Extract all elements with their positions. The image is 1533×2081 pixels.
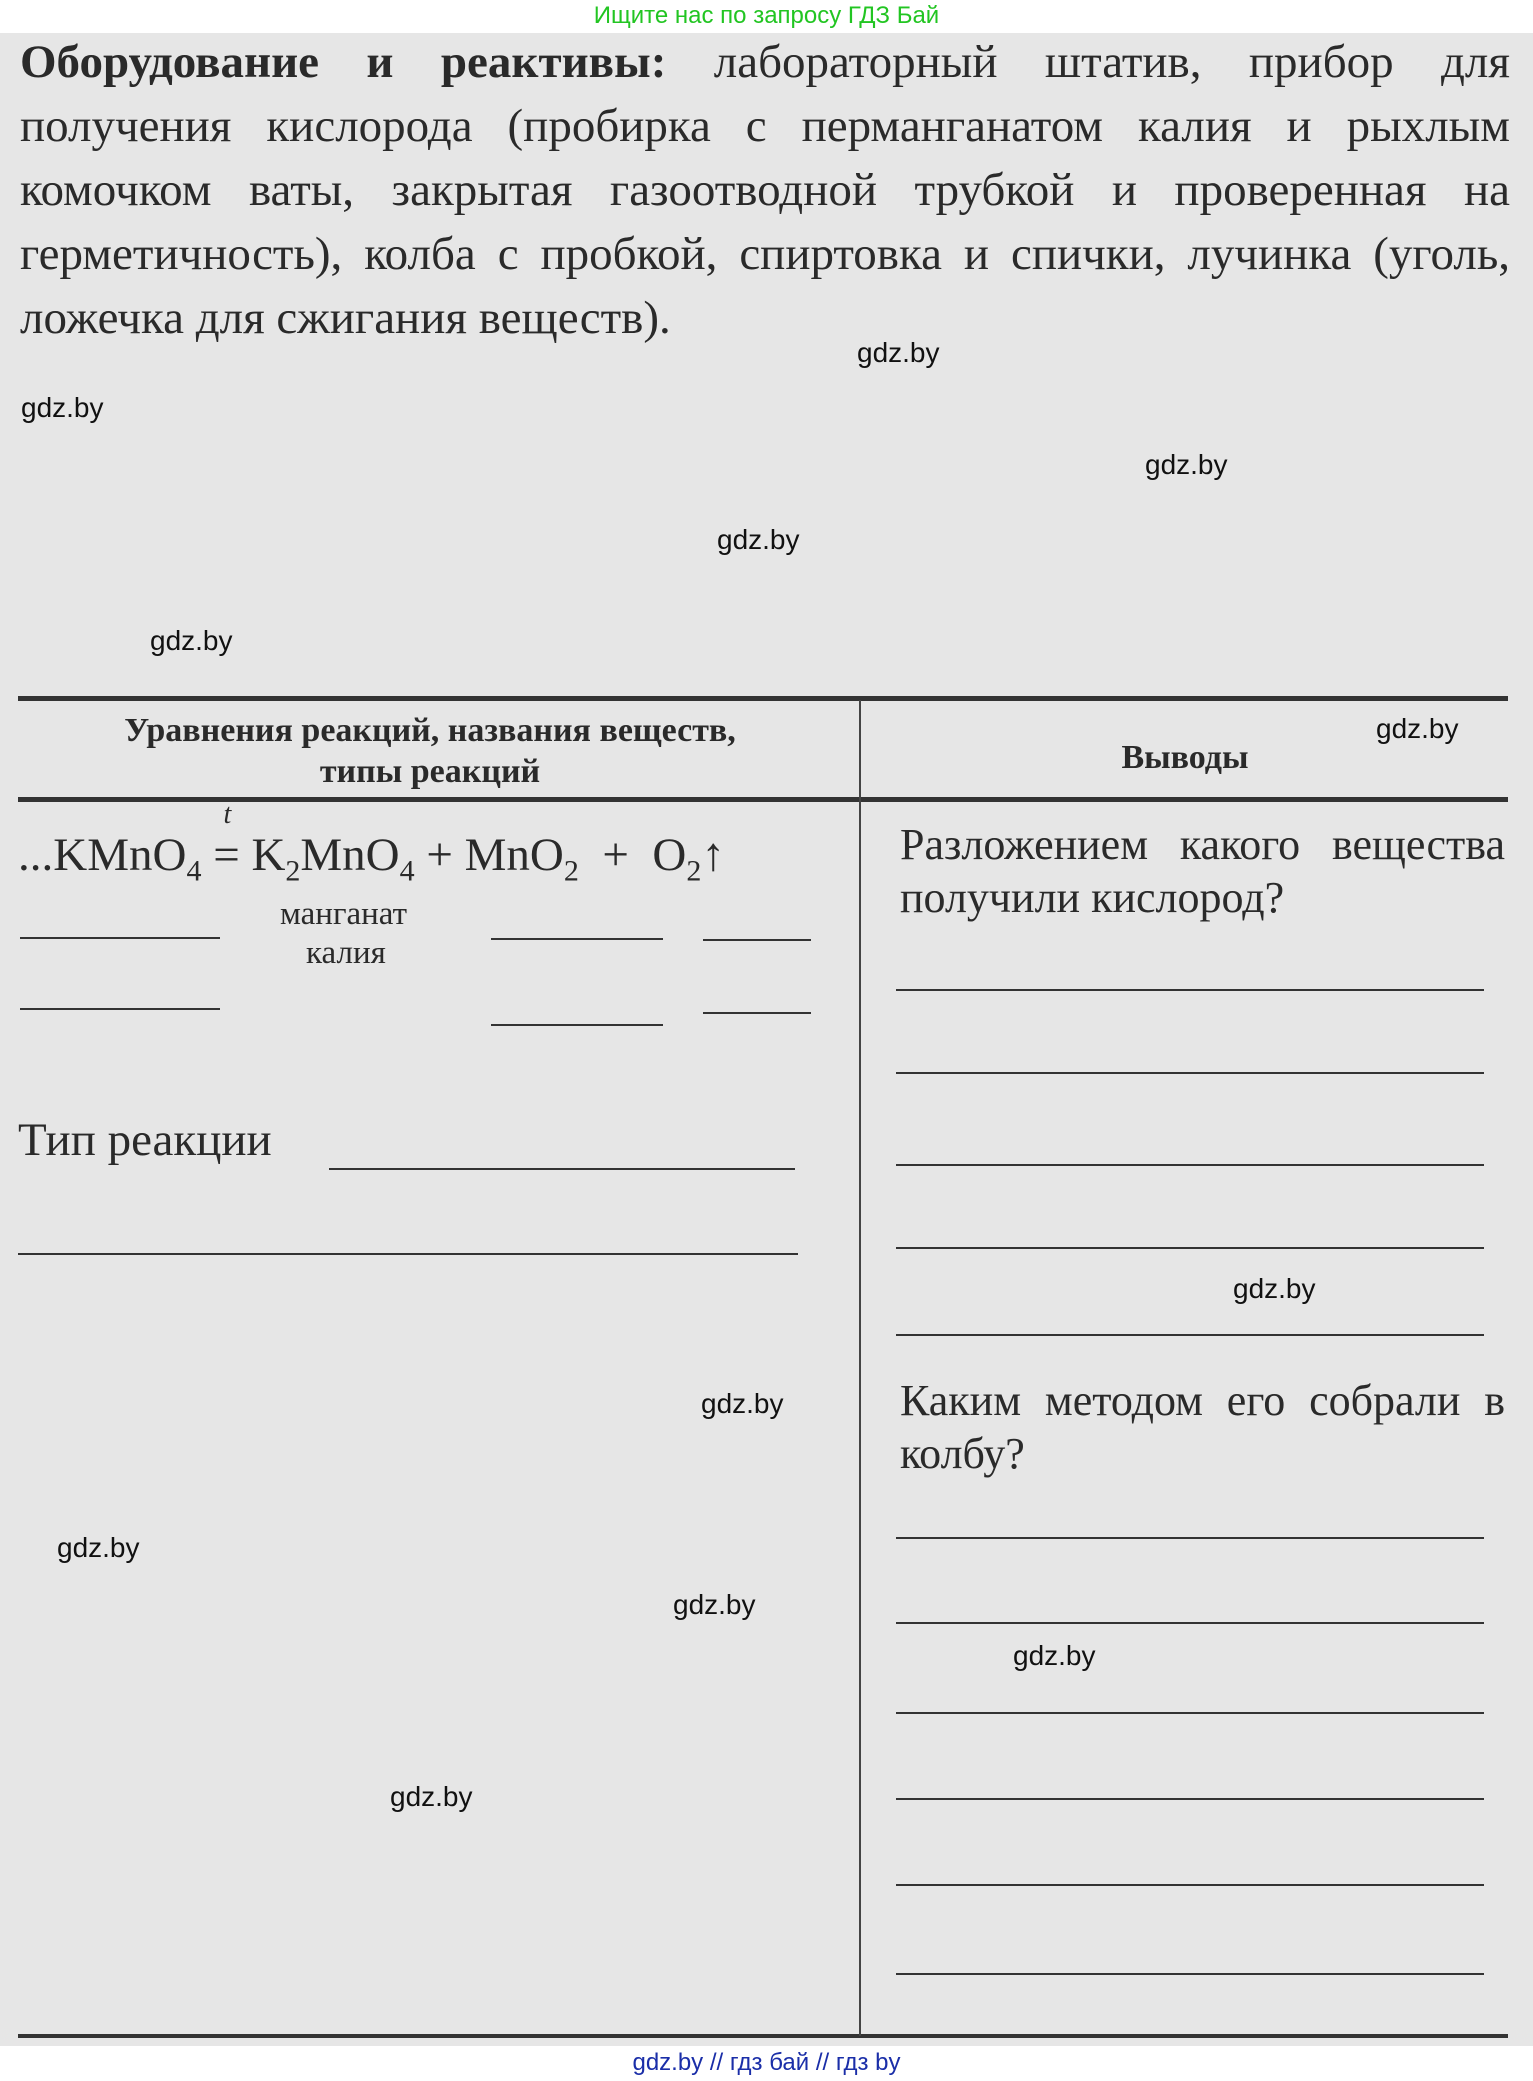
answer-blank[interactable]	[703, 1012, 811, 1014]
search-banner[interactable]: Ищите нас по запросу ГДЗ Бай	[0, 0, 1533, 33]
table-top-rule	[18, 696, 1508, 701]
reaction-equation	[18, 799, 725, 888]
eq-mno: MnO	[300, 829, 400, 881]
manganate-label-1: манганат	[280, 896, 408, 932]
answer-line[interactable]	[896, 1072, 1484, 1074]
watermark: gdz.by	[1376, 713, 1459, 744]
answer-blank[interactable]	[491, 938, 663, 940]
watermark: gdz.by	[390, 1781, 473, 1812]
eq-equals	[201, 799, 286, 881]
equipment-label: Оборудование и реактивы:	[20, 36, 667, 88]
manganate-label-2: калия	[306, 935, 386, 971]
left-column-header-line2: типы реакций	[319, 753, 541, 790]
eq-sub: 2	[563, 854, 579, 888]
eq-o2: + O	[578, 829, 687, 881]
table-bottom-rule	[18, 2034, 1508, 2038]
answer-line[interactable]	[896, 1884, 1484, 1886]
watermark: gdz.by	[701, 1388, 784, 1419]
answer-line[interactable]	[896, 989, 1484, 991]
answer-line[interactable]	[896, 1622, 1484, 1624]
answer-line[interactable]	[896, 1537, 1484, 1539]
answer-blank[interactable]	[20, 937, 220, 939]
watermark: gdz.by	[1233, 1273, 1316, 1304]
answer-line[interactable]	[896, 1334, 1484, 1336]
right-column-header: Выводы	[1121, 739, 1249, 776]
equipment-paragraph	[20, 30, 1510, 350]
answer-blank[interactable]	[491, 1024, 663, 1026]
footer-links[interactable]: gdz.by // гдз бай // гдз by	[0, 2046, 1533, 2081]
eq-kmno4: ...KMnO	[18, 829, 187, 881]
left-column-header-line1: Уравнения реакций, названия веществ,	[124, 712, 736, 749]
watermark: gdz.by	[57, 1532, 140, 1563]
watermark: gdz.by	[1145, 449, 1228, 480]
reaction-type-blank[interactable]	[329, 1168, 795, 1170]
answer-blank[interactable]	[18, 1253, 798, 1255]
watermark: gdz.by	[150, 625, 233, 656]
answer-line[interactable]	[896, 1712, 1484, 1714]
question-substance: Разложением какого вещества получили кислород?	[900, 820, 1505, 922]
eq-mno2: + MnO	[414, 829, 564, 881]
eq-condition: t	[223, 799, 232, 830]
eq-k: = K	[201, 829, 286, 881]
eq-sub: 2	[285, 854, 301, 888]
table-header-rule	[18, 797, 1508, 802]
answer-blank[interactable]	[20, 1008, 220, 1010]
answer-line[interactable]	[896, 1798, 1484, 1800]
watermark: gdz.by	[673, 1589, 756, 1620]
column-divider	[859, 700, 861, 2036]
eq-sub: 4	[186, 854, 202, 888]
watermark: gdz.by	[857, 337, 940, 368]
eq-sub: 4	[399, 854, 415, 888]
answer-blank[interactable]	[703, 939, 811, 941]
reaction-type-label: Тип реакции	[18, 1114, 272, 1166]
gas-arrow-icon: ↑	[701, 829, 725, 881]
watermark: gdz.by	[1013, 1640, 1096, 1671]
question-method: Каким методом его собрали в колбу?	[900, 1376, 1505, 1478]
watermark: gdz.by	[21, 392, 104, 423]
equipment-text: лабораторный штатив, прибор для получения кислорода (пробирка с перманганатом калия и рыхлым комочком ваты, закрытая газоотводной трубкой и проверенная на герметичность), колба с пробкой, спиртовка и спички, лучинка (уголь, ложечка для сжигания веществ).	[20, 36, 1510, 344]
eq-sub: 2	[686, 854, 702, 888]
answer-line[interactable]	[896, 1247, 1484, 1249]
watermark: gdz.by	[717, 524, 800, 555]
answer-line[interactable]	[896, 1973, 1484, 1975]
answer-line[interactable]	[896, 1164, 1484, 1166]
